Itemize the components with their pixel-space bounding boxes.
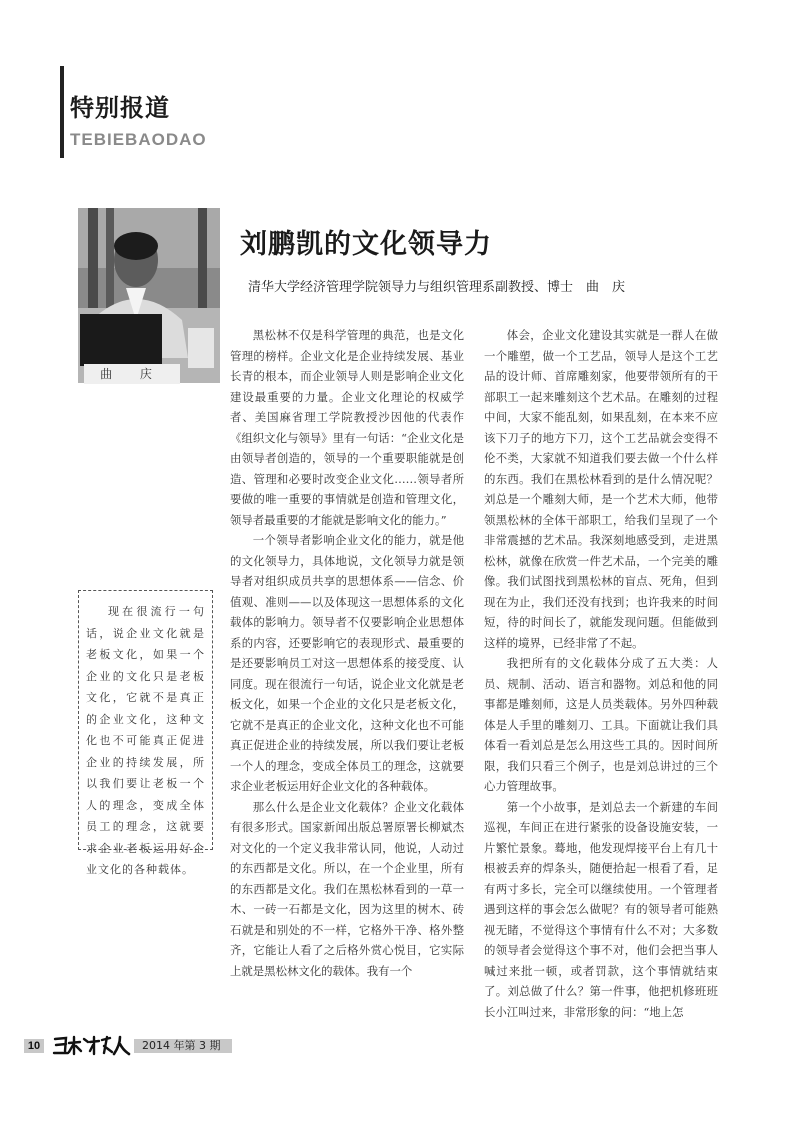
body-paragraph: 那么什么是企业文化载体？企业文化载体有很多形式。国家新闻出版总署原署长柳斌杰对文化的一个定义我非常认同，他说，人动过的东西都是文化。所以，在一个企业里，所有的东西都是文化。我们在黑松林看到的一草一木、一砖一石都是文化，因为这里的树木、砖石就是和别处的不一样，它格外干净、格外整齐，它能让人看了之后格外赏心悦目，它实际上就是黑松林文化的载体。我有一个 [230,799,464,978]
section-title-pinyin: TEBIEBAODAO [70,130,207,149]
section-title: 特别报道 [70,94,170,122]
section-accent-bar [60,66,64,158]
body-column-left [230,325,464,981]
body-paragraph: 我把所有的文化载体分成了五大类：人员、规制、活动、语言和器物。刘总和他的同事都是雕刻师，这是人员类载体。另外四种载体是人手里的雕刻刀、工具。下面就让我们具体看一看刘总是怎么用这些工具的。因时间所限，我们只看三个例子，也是刘总讲过的三个心力管理故事。 [484,656,718,793]
magazine-logo-calligraphy [52,1033,132,1057]
article-byline: 清华大学经济管理学院领导力与组织管理系副教授、博士 曲 庆 [248,280,626,295]
body-paragraph: 黑松林不仅是科学管理的典范，也是文化管理的榜样。企业文化是企业持续发展、基业长青的根本，而企业领导人则是影响企业文化建设最重要的力量。企业文化理论的权威学者、美国麻省理工学院教授沙因他的代表作《组织文化与领导》里有一句话：“企业文化是由领导者创造的，领导的一个重要职能就是创造、管理和必要时改变企业文化……领导者所要做的唯一重要的事情就是创造和管理文化，领导者最重要的才能就是影响文化的能力。” [230,328,464,527]
author-photo [78,208,220,383]
pull-quote-box [78,590,213,876]
body-paragraph: 一个领导者影响企业文化的能力，就是他的文化领导力，具体地说，文化领导力就是领导者对组织成员共享的思想体系——信念、价值观、准则——以及体现这一思想体系的文化载体的影响力。领导者不仅要影响企业思想体系的内容，还要影响它的表现形式、最重要的是还要影响员工对这一思想体系的接受度、认同度。现在很流行一句话，说企业文化就是老板文化，如果一个企业的文化只是老板文化，它就不是真正的企业文化，这种文化也不可能真正促进企业的持续发展，所以我们要让老板一个人的理念，变成全体员工的理念，这就要求企业老板运用好企业文化的各种载体。 [230,533,464,793]
magazine-logo [52,1033,132,1057]
author-photo-illustration [78,208,220,383]
body-column-right [484,325,718,1022]
issue-label: 2014 年第 3 期 [134,1039,232,1053]
body-paragraph: 体会，企业文化建设其实就是一群人在做一个雕塑，做一个工艺品，领导人是这个工艺品的设计师、首席雕刻家，他要带领所有的干部职工一起来雕刻这个艺术品。在雕刻的过程中间，大家不能乱刻，如果乱刻，在本来不应该下刀子的地方下刀，这个工艺品就会变得不伦不类，大家就不知道我们要去做一个什么样的东西。我们在黑松林看到的是什么情况呢？刘总是一个雕刻大师，是一个艺术大师，他带领黑松林的全体干部职工，给我们呈现了一个非常震撼的艺术品。我深刻地感受到，走进黑松林，就像在欣赏一件艺术品，一个完美的雕像。我们试图找到黑松林的盲点、死角，但到现在为止，我们还没有找到；也许我来的时间短，待的时间长了，就能发现问题。但能做到这样的境界，已经非常了不起。 [484,328,718,650]
article-title: 刘鹏凯的文化领导力 [240,229,492,260]
author-photo-caption: 曲 庆 [84,364,180,384]
pull-quote-text: 现在很流行一句话，说企业文化就是老板文化，如果一个企业的文化只是老板文化，它就不是真正的企业文化，这种文化也不可能真正促进企业的持续发展，所以我们要让老板一个人的理念，变成全体员工的理念，这就要求企业老板运用好企业文化的各种载体。 [86,605,205,876]
body-paragraph: 第一个小故事，是刘总去一个新建的车间巡视，车间正在进行紧张的设备设施安装，一片繁忙景象。蓦地，他发现焊接平台上有几十根被丢弃的焊条头，随便拾起一根看了看，足有两寸多长，完全可以继续使用。一个管理者遇到这样的事会怎么做呢？有的领导者可能熟视无睹，不觉得这个事情有什么不对；大多数的领导者会觉得这个事不对，他们会把当事人喊过来批一顿，或者罚款，这个事情就结束了。刘总做了什么？第一件事，他把机修班班长小江叫过来，非常形象的问：“地上怎 [484,799,718,1019]
page-number: 10 [24,1039,44,1053]
